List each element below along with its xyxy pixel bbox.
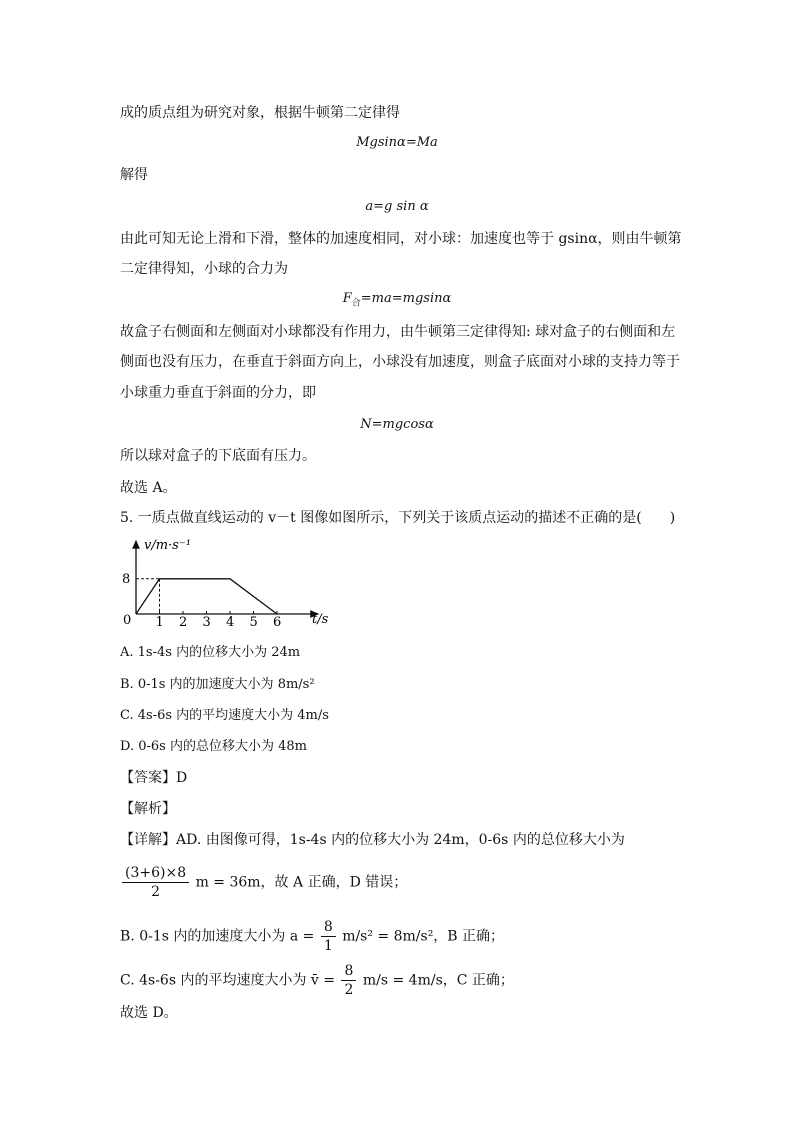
solution-b-rest: m/s² = 8m/s²，B 正确； [342, 928, 505, 945]
text-intro-p4c: 小球重力垂直于斜面的分力，即 [120, 385, 316, 401]
x-axis-label: t/s [312, 612, 329, 627]
fraction-numerator: 8 [341, 962, 356, 981]
x-tick-label: 4 [226, 615, 235, 630]
fraction-average-velocity [341, 962, 356, 999]
x-tick-label: 5 [249, 615, 258, 630]
solution-c-prefix: C. 4s-6s 内的平均速度大小为 v̄ = [120, 972, 336, 989]
equation-2: a=g sin α [365, 199, 429, 214]
velocity-line [136, 579, 277, 614]
fraction-denominator: 2 [151, 884, 161, 900]
equation-3 [0, 289, 794, 314]
solution-line-c [120, 962, 514, 999]
y-axis-label: v/m·s⁻¹ [144, 538, 191, 553]
answer-label: 【答案】D [120, 770, 188, 786]
solution-final: 故选 D。 [120, 1005, 178, 1021]
equation-1: Mgsinα=Ma [356, 135, 438, 150]
origin-label: 0 [123, 613, 132, 628]
vt-chart [118, 535, 338, 630]
fraction-denominator: 2 [344, 982, 354, 998]
x-tick-label: 2 [179, 615, 188, 630]
eq3-force: F [342, 291, 352, 306]
question-stem: 5. 一质点做直线运动的 v－t 图像如图所示，下列关于该质点运动的描述不正确的是( ) [120, 510, 676, 526]
text-intro-p2: 解得 [120, 167, 148, 183]
text-intro-p4b: 侧面也没有压力，在垂直于斜面方向上，小球没有加速度，则盒子底面对小球的支持力等于 [120, 354, 680, 370]
x-tick-label: 1 [155, 615, 164, 630]
text-intro-p1: 成的质点组为研究对象，根据牛顿第二定律得 [120, 105, 400, 121]
option-a: A. 1s-4s 内的位移大小为 24m [120, 645, 301, 660]
y-tick-label: 8 [122, 571, 131, 587]
text-intro-p4a: 故盒子右侧面和左侧面对小球都没有作用力，由牛顿第三定律得知: 球对盒子的右侧面和左 [120, 324, 676, 340]
solution-line1: 【详解】AD. 由图像可得，1s-4s 内的位移大小为 24m，0-6s 内的总位移大小为 [120, 832, 625, 848]
fraction-acceleration [321, 918, 336, 955]
analysis-label: 【解析】 [120, 801, 176, 817]
solution-line2 [120, 864, 407, 901]
text-intro-p6: 故选 A。 [120, 480, 177, 496]
fraction-denominator: 1 [323, 938, 333, 954]
option-d: D. 0-6s 内的总位移大小为 48m [120, 739, 307, 754]
fraction-total-displacement [122, 864, 189, 901]
eq3-rest: =ma=mgsinα [360, 291, 452, 306]
text-intro-p3a: 由此可知无论上滑和下滑，整体的加速度相同，对小球：加速度也等于 gsinα，则由牛顿第 [120, 231, 682, 247]
option-c: C. 4s-6s 内的平均速度大小为 4m/s [120, 708, 329, 723]
fraction-numerator: 8 [321, 918, 336, 937]
text-intro-p3b: 二定律得知，小球的合力为 [120, 261, 288, 277]
solution-line2-text: m = 36m，故 A 正确，D 错误； [195, 874, 408, 891]
solution-c-rest: m/s = 4m/s，C 正确； [362, 972, 514, 989]
option-b: B. 0-1s 内的加速度大小为 8m/s² [120, 677, 315, 692]
eq3-subscript: 合 [351, 298, 361, 309]
x-tick-label: 6 [273, 615, 282, 630]
text-intro-p5: 所以球对盒子的下底面有压力。 [120, 448, 316, 464]
y-ticks [122, 572, 130, 587]
x-tick-label: 3 [202, 615, 211, 630]
solution-line-b [120, 918, 504, 955]
equation-4: N=mgcosα [360, 417, 434, 432]
solution-b-prefix: B. 0-1s 内的加速度大小为 a = [120, 928, 315, 945]
fraction-numerator: (3+6)×8 [122, 864, 189, 883]
